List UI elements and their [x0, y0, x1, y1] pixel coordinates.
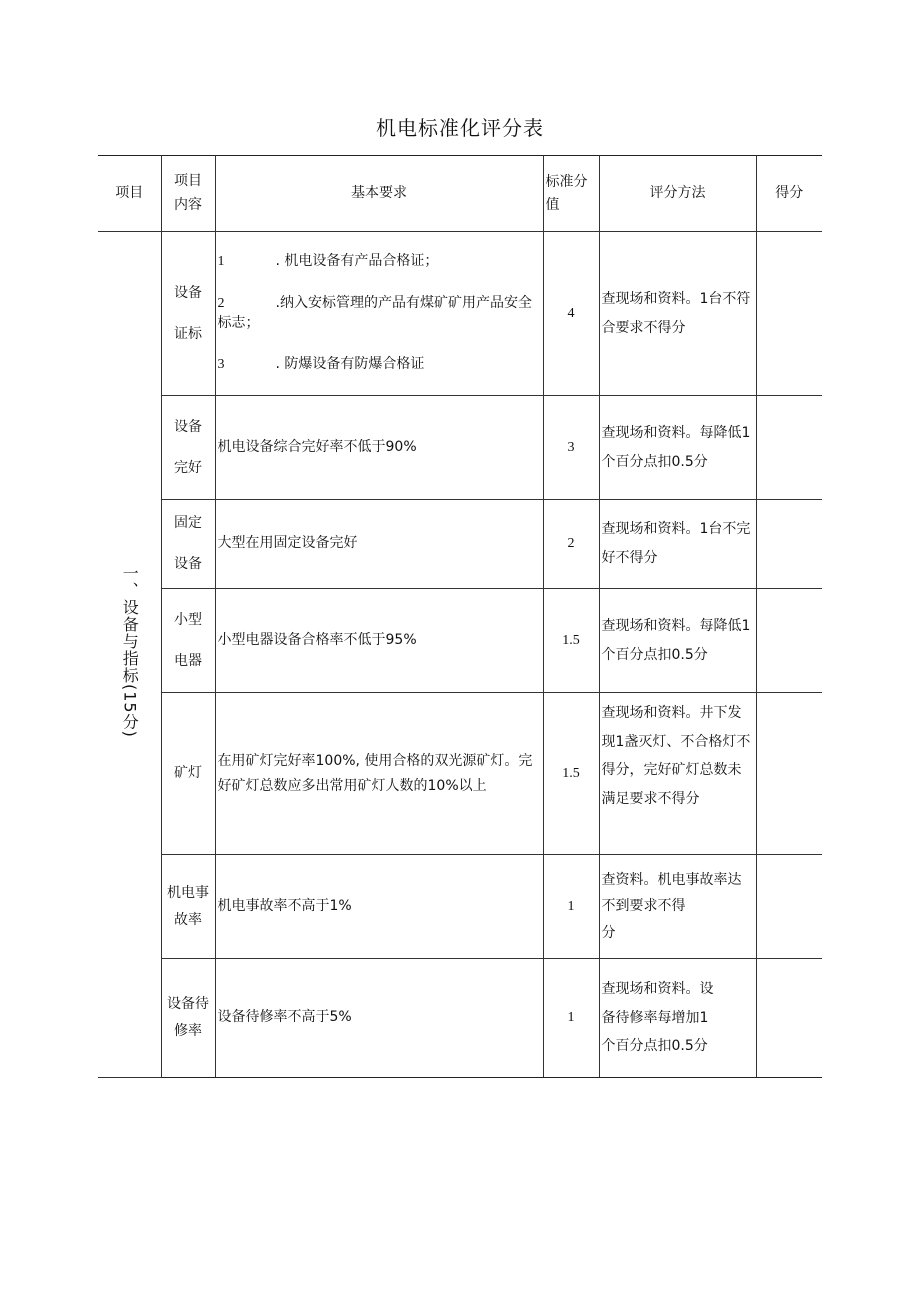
table-row	[98, 500, 822, 589]
item-label-line1: 固定	[174, 515, 202, 532]
requirement-text: 小型电器设备合格率不低于95%	[215, 589, 543, 693]
item-label-line1: 设备	[174, 418, 202, 435]
table-row	[98, 589, 822, 693]
score-cell[interactable]	[756, 232, 822, 396]
table-row	[98, 693, 822, 855]
score-cell[interactable]	[756, 693, 822, 855]
requirement-text: 机电设备综合完好率不低于90%	[215, 396, 543, 500]
category-cell	[98, 232, 161, 1078]
item-label-line1: 设备待	[167, 996, 209, 1013]
item-cell	[161, 232, 215, 396]
item-label-line2: 故率	[174, 911, 202, 928]
requirement-text: .纳入安标管理的产品有煤矿矿用产品安全标志；	[217, 294, 532, 331]
table-row	[98, 855, 822, 959]
item-label-line1: 机电事	[167, 884, 209, 901]
header-requirement: 基本要求	[215, 156, 543, 232]
method-cell: 查现场和资料。每降低1个百分点扣0.5分	[599, 589, 756, 693]
header-score: 得分	[756, 156, 822, 232]
header-content	[161, 156, 215, 232]
method-cell: 查现场和资料。每降低1个百分点扣0.5分	[599, 396, 756, 500]
method-line: 不到要求不得	[601, 898, 686, 915]
requirement-text: . 机电设备有产品合格证；	[275, 253, 439, 270]
table-row	[98, 396, 822, 500]
item-label-line2: 设备	[174, 556, 202, 572]
item-label-line1: 设备	[174, 284, 202, 301]
header-standard-line2: 值	[545, 196, 560, 213]
item-label-line2: 完好	[174, 459, 202, 476]
standard-score: 1.5	[543, 693, 599, 855]
requirement-text: 机电事故率不高于1%	[215, 855, 543, 959]
requirement-text: 设备待修率不高于5%	[215, 959, 543, 1078]
requirement-line	[218, 294, 541, 333]
method-cell: 查现场和资料。1台不符合要求不得分	[599, 232, 756, 396]
item-cell	[161, 500, 215, 589]
item-label-line2: 证标	[174, 325, 202, 342]
header-content-line2: 内容	[174, 196, 202, 213]
method-line: 备待修率每增加1	[601, 1009, 709, 1026]
item-label-line2: 电器	[174, 652, 202, 669]
table-row	[98, 959, 822, 1078]
score-cell[interactable]	[756, 959, 822, 1078]
method-cell: 查现场和资料。1台不完好不得分	[599, 500, 756, 589]
method-cell	[599, 959, 756, 1078]
score-cell[interactable]	[756, 855, 822, 959]
standard-score: 1	[543, 959, 599, 1078]
item-cell	[161, 396, 215, 500]
method-line: 查资料。机电事故率达	[601, 871, 742, 888]
header-content-line1: 项目	[174, 172, 202, 189]
score-cell[interactable]	[756, 500, 822, 589]
requirement-number: 3	[217, 357, 225, 373]
score-cell[interactable]	[756, 396, 822, 500]
standard-score: 3	[543, 396, 599, 500]
scoring-table	[98, 155, 822, 1078]
method-line: 查现场和资料。设	[601, 980, 714, 997]
header-standard-line1: 标准分	[545, 174, 588, 191]
header-row	[98, 156, 822, 232]
method-cell: 查现场和资料。井下发现1盏灭灯、不合格灯不得分，完好矿灯总数未满足要求不得分	[599, 693, 756, 855]
method-line: 个百分点扣0.5分	[601, 1038, 708, 1055]
header-category: 项目	[98, 156, 161, 232]
header-standard	[543, 156, 599, 232]
standard-score: 4	[543, 232, 599, 396]
header-method: 评分方法	[599, 156, 756, 232]
method-line: 分	[601, 924, 616, 941]
standard-score: 1.5	[543, 589, 599, 693]
standard-score: 2	[543, 500, 599, 589]
table-row	[98, 232, 822, 396]
item-label-line1: 小型	[174, 611, 202, 628]
item-label-line1: 矿灯	[174, 765, 202, 782]
requirement-text: 大型在用固定设备完好	[215, 500, 543, 589]
requirement-line	[218, 355, 541, 375]
category-label: 一、设备与指标(15分)	[120, 564, 140, 738]
method-cell	[599, 855, 756, 959]
requirement-number: 2	[217, 295, 225, 311]
item-cell	[161, 959, 215, 1078]
requirement-number: 1	[217, 254, 225, 270]
requirement-text: . 防爆设备有防爆合格证	[275, 356, 425, 373]
requirement-line	[218, 252, 541, 272]
standard-score: 1	[543, 855, 599, 959]
requirement-cell	[215, 232, 543, 396]
item-cell	[161, 589, 215, 693]
item-cell	[161, 855, 215, 959]
requirement-text: 在用矿灯完好率100%, 使用合格的双光源矿灯。完好矿灯总数应多出常用矿灯人数的10%以上	[215, 693, 543, 855]
item-label-line2: 修率	[174, 1023, 202, 1039]
page-title: 机电标准化评分表	[376, 116, 544, 140]
item-cell	[161, 693, 215, 855]
score-cell[interactable]	[756, 589, 822, 693]
